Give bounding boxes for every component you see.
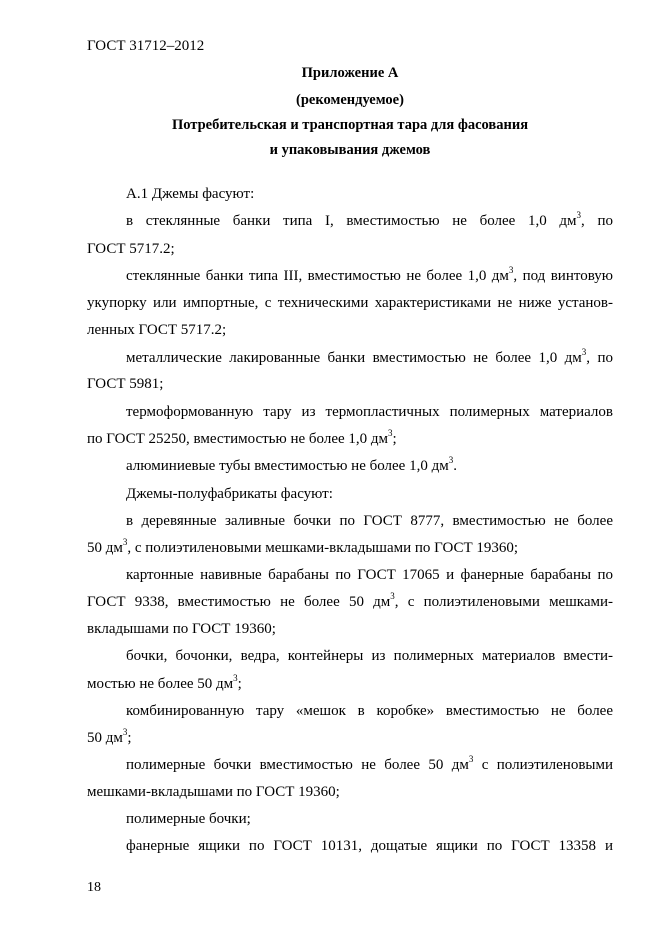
- document-header: ГОСТ 31712–2012: [87, 38, 205, 54]
- appendix-status: (рекомендуемое): [296, 92, 404, 108]
- paragraph-line: 50 $дм^3$;: [87, 727, 132, 746]
- paragraph-line: бочки, бочонки, ведра, контейнеры из полимерных материалов вмести-: [126, 648, 613, 664]
- paragraph-line: ленных ГОСТ 5717.2;: [87, 322, 227, 338]
- paragraph-line: в стеклянные банки типа I, вместимостью не более 1,0 $дм^3$, по: [126, 210, 613, 229]
- paragraph-line: полимерные бочки вместимостью не более 50 $дм^3$ с полиэтиленовыми: [126, 754, 613, 773]
- appendix-title: Приложение А: [301, 65, 399, 81]
- paragraph-line: мостью не более 50 $дм^3$;: [87, 673, 242, 692]
- paragraph-line: А.1 Джемы фасуют:: [126, 186, 255, 202]
- paragraph-line: термоформованную тару из термопластичных полимерных материалов: [126, 404, 613, 420]
- paragraph-line: в деревянные заливные бочки по ГОСТ 8777, вместимостью не более: [126, 513, 613, 529]
- paragraph-line: ГОСТ 9338, вместимостью не более 50 $дм^3$, с полиэтиленовыми мешками-: [87, 591, 613, 610]
- paragraph-line: алюминиевые тубы вместимостью не более 1,0 $дм^3$.: [126, 455, 457, 474]
- paragraph-line: Джемы-полуфабрикаты фасуют:: [126, 486, 333, 502]
- paragraph-line: ГОСТ 5717.2;: [87, 241, 175, 257]
- appendix-heading-line-2: и упаковывания джемов: [269, 142, 431, 158]
- paragraph-line: 50 $дм^3$, с полиэтиленовыми мешками-вкладышами по ГОСТ 19360;: [87, 537, 519, 556]
- page-number: 18: [87, 880, 101, 895]
- paragraph-line: металлические лакированные банки вместимостью не более 1,0 $дм^3$, по: [126, 347, 613, 366]
- paragraph-line: картонные навивные барабаны по ГОСТ 17065 и фанерные барабаны по: [126, 567, 613, 583]
- paragraph-line: по ГОСТ 25250, вместимостью не более 1,0 $дм^3$;: [87, 428, 397, 447]
- paragraph-line: полимерные бочки;: [126, 811, 251, 827]
- paragraph-line: вкладышами по ГОСТ 19360;: [87, 621, 276, 637]
- paragraph-line: фанерные ящики по ГОСТ 10131, дощатые ящики по ГОСТ 13358 и: [126, 838, 613, 854]
- paragraph-line: стеклянные банки типа III, вместимостью не более 1,0 $дм^3$, под винтовую: [126, 265, 613, 284]
- paragraph-line: ГОСТ 5981;: [87, 376, 164, 392]
- appendix-heading-line-1: Потребительская и транспортная тара для фасования: [171, 117, 529, 133]
- paragraph-line: комбинированную тару «мешок в коробке» вместимостью не более: [126, 703, 613, 719]
- paragraph-line: мешками-вкладышами по ГОСТ 19360;: [87, 784, 340, 800]
- paragraph-line: укупорку или импортные, с техническими характеристиками не ниже установ-: [87, 295, 613, 311]
